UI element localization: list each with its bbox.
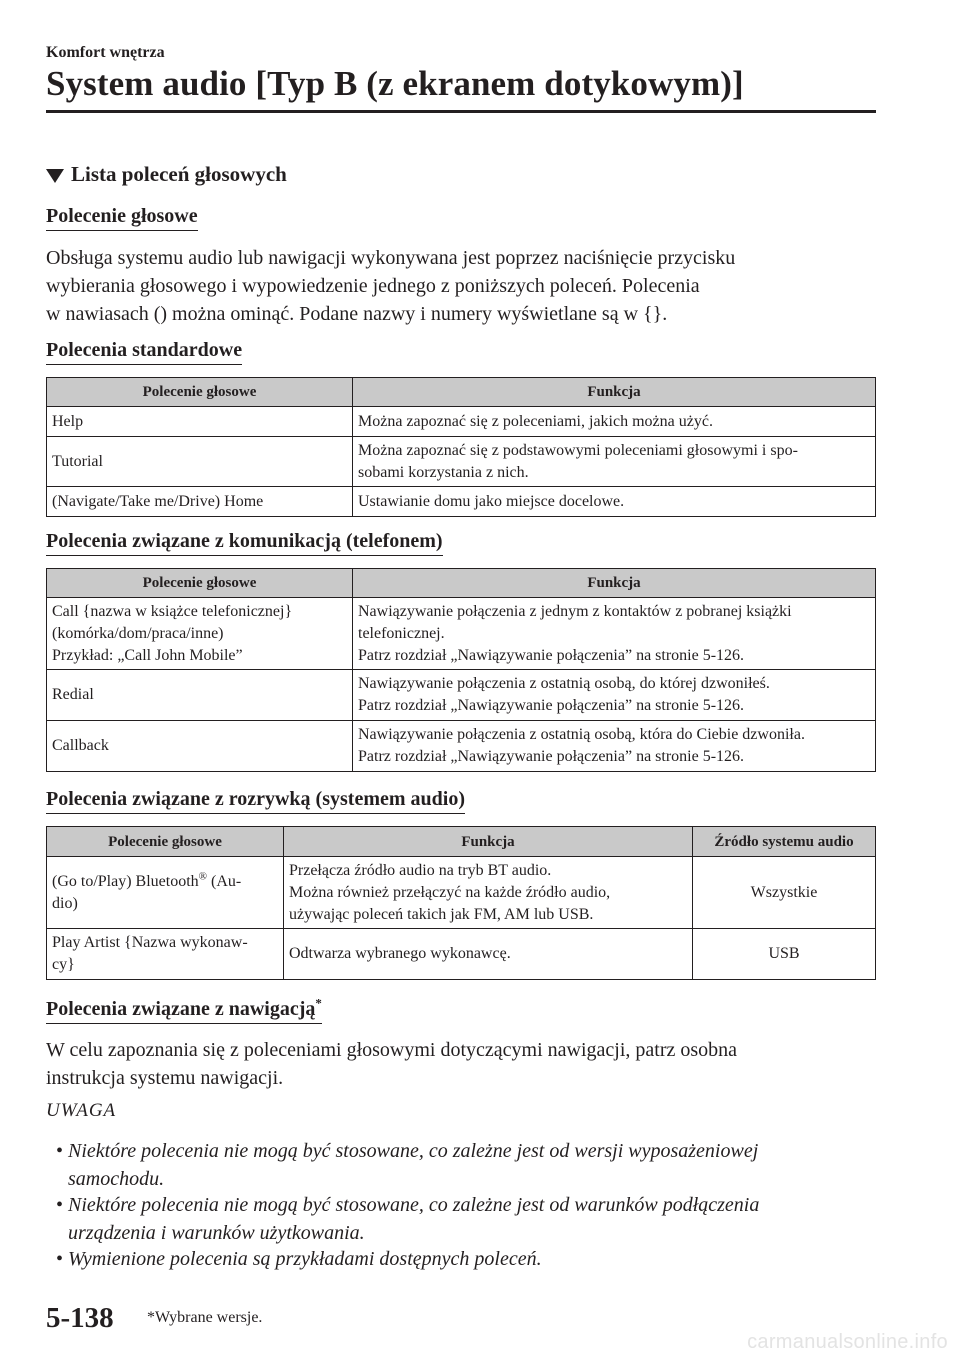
table-row	[47, 929, 876, 980]
command-cell: (Navigate/Take me/Drive) Home	[47, 487, 353, 517]
subhead-standard: Polecenia standardowe	[46, 339, 242, 365]
page-title: System audio [Typ B (z ekranem dotykowym)]	[46, 64, 744, 103]
function-cell: Ustawianie domu jako miejsce docelowe.	[353, 487, 876, 517]
note-item: • Niektóre polecenia nie mogą być stosowane, co zależne jest od wersji wyposażeniowej samochodu.	[46, 1137, 758, 1193]
page-number: 5-138	[46, 1302, 114, 1334]
column-header: Polecenie głosowe	[47, 569, 353, 598]
table-header-row	[47, 827, 876, 857]
column-header: Polecenie głosowe	[47, 827, 284, 857]
function-cell: Nawiązywanie połączenia z ostatnią osobą, do której dzwoniłeś. Patrz rozdział „Nawiązywanie połączenia” na stronie 5-126.	[353, 670, 876, 721]
navigation-paragraph	[46, 1036, 876, 1092]
function-cell: Przełącza źródło audio na tryb BT audio. Można również przełączyć na każde źródło audio, używając poleceń takich jak FM, AM lub USB.	[284, 857, 693, 929]
note-item: • Niektóre polecenia nie mogą być stosowane, co zależne jest od warunków podłączenia urządzenia i warunków użytkowania.	[46, 1191, 759, 1247]
table-row	[47, 407, 876, 437]
function-cell: Nawiązywanie połączenia z ostatnią osobą, która do Ciebie dzwoniła. Patrz rozdział „Nawiązywanie połączenia” na stronie 5-126.	[353, 721, 876, 772]
column-header: Źródło systemu audio	[693, 827, 876, 857]
table-row	[47, 598, 876, 670]
note-label: UWAGA	[46, 1100, 117, 1121]
column-header: Funkcja	[284, 827, 693, 857]
command-cell: Redial	[47, 670, 353, 721]
audio-source-cell: Wszystkie	[693, 857, 876, 929]
standard-commands-table	[46, 377, 876, 517]
intro-paragraph	[46, 244, 876, 328]
command-cell: (Go to/Play) Bluetooth® (Au- dio)	[47, 857, 284, 929]
table-row	[47, 487, 876, 517]
bullet-icon: •	[56, 1248, 64, 1270]
command-cell: Call {nazwa w książce telefonicznej} (komórka/dom/praca/inne) Przykład: „Call John Mobile”	[47, 598, 353, 670]
entertainment-commands-table	[46, 826, 876, 980]
audio-source-cell: USB	[693, 929, 876, 980]
section-label: Komfort wnętrza	[46, 44, 165, 61]
function-cell: Można zapoznać się z poleceniami, jakich można użyć.	[353, 407, 876, 437]
command-cell: Help	[47, 407, 353, 437]
section-heading	[46, 162, 287, 187]
command-cell: Play Artist {Nazwa wykonaw- cy}	[47, 929, 284, 980]
function-cell: Odtwarza wybranego wykonawcę.	[284, 929, 693, 980]
watermark: carmanualsonline.info	[747, 1331, 948, 1353]
navigation-line: W celu zapoznania się z poleceniami głosowymi dotyczącymi nawigacji, patrz osobna	[46, 1039, 738, 1061]
intro-line: w nawiasach () można ominąć. Podane nazwy i numery wyświetlane są w {}.	[46, 303, 668, 325]
navigation-line: instrukcja systemu nawigacji.	[46, 1067, 284, 1089]
phone-commands-table	[46, 568, 876, 772]
column-header: Polecenie głosowe	[47, 378, 353, 407]
triangle-down-icon	[46, 169, 64, 183]
column-header: Funkcja	[353, 378, 876, 407]
subhead-entertainment: Polecenia związane z rozrywką (systemem audio)	[46, 788, 465, 814]
table-row	[47, 437, 876, 487]
command-cell: Callback	[47, 721, 353, 772]
footnote: *Wybrane wersje.	[147, 1309, 263, 1326]
table-header-row	[47, 378, 876, 407]
bullet-icon: •	[56, 1194, 64, 1216]
table-row	[47, 857, 876, 929]
table-header-row	[47, 569, 876, 598]
subhead-phone: Polecenia związane z komunikacją (telefonem)	[46, 530, 443, 556]
title-rule	[46, 110, 876, 113]
intro-line: wybierania głosowego i wypowiedzenie jednego z poniższych poleceń. Polecenia	[46, 275, 700, 297]
intro-line: Obsługa systemu audio lub nawigacji wykonywana jest poprzez naciśnięcie przycisku	[46, 247, 736, 269]
subhead-voice-command: Polecenie głosowe	[46, 205, 198, 231]
table-row	[47, 721, 876, 772]
subhead-navigation: Polecenia związane z nawigacją*	[46, 998, 322, 1024]
column-header: Funkcja	[353, 569, 876, 598]
heading-text: Lista poleceń głosowych	[71, 162, 287, 186]
table-row	[47, 670, 876, 721]
bullet-icon: •	[56, 1140, 64, 1162]
function-cell: Nawiązywanie połączenia z jednym z kontaktów z pobranej książki telefonicznej. Patrz rozdział „Nawiązywanie połączenia” na stronie 5-126.	[353, 598, 876, 670]
function-cell: Można zapoznać się z podstawowymi poleceniami głosowymi i spo- sobami korzystania z nich.	[353, 437, 876, 487]
asterisk-mark: *	[315, 995, 322, 1011]
note-item: • Wymienione polecenia są przykładami dostępnych poleceń.	[46, 1245, 542, 1273]
command-cell: Tutorial	[47, 437, 353, 487]
